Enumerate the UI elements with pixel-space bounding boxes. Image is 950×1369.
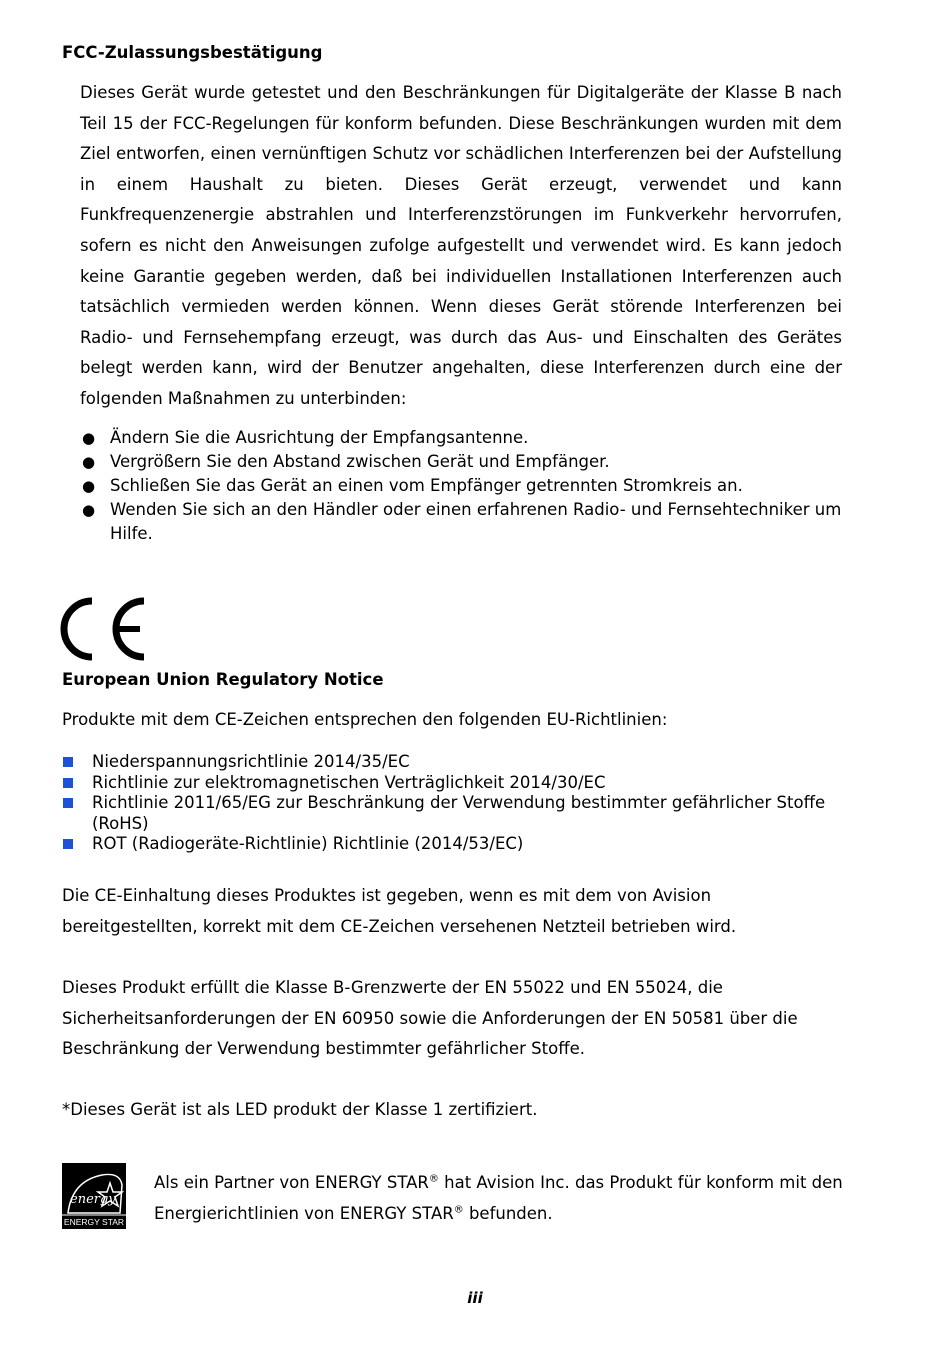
list-item: ● Schließen Sie das Gerät an einen vom Empfänger getrennten Stromkreis an. [80,474,870,498]
eu-intro: Produkte mit dem CE-Zeichen entsprechen den folgenden EU-Richtlinien: [62,710,668,729]
list-item: Niederspannungsrichtlinie 2014/35/EC [62,752,862,773]
bullet-icon: ● [82,429,96,447]
eu-compliance-text: Die CE-Einhaltung dieses Produktes ist gegeben, wenn es mit dem von Avision bereitgestellten, korrekt mit dem CE-Zeichen versehenen Netzteil betrieben wird. [62,886,737,936]
page-number: iii [467,1289,483,1307]
energy-script-text: energy [70,1192,116,1207]
list-item: Richtlinie zur elektromagnetischen Verträglichkeit 2014/30/EC [62,773,862,794]
energy-star-caption: ENERGY STAR [63,1217,125,1227]
list-item: ● Ändern Sie die Ausrichtung der Empfangsantenne. [80,426,870,450]
energy-star-logo [62,1163,126,1229]
fcc-measures-list [80,426,870,546]
list-item: ROT (Radiogeräte-Richtlinie) Richtlinie (2014/53/EC) [62,834,862,855]
bullet-icon: ● [82,501,96,519]
led-class-text: *Dieses Gerät ist als LED produkt der Klasse 1 zertifiziert. [62,1100,538,1119]
square-bullet-icon [63,798,73,808]
eu-standards-text: Dieses Produkt erfüllt die Klasse B-Grenzwerte der EN 55022 und EN 55024, die Sicherheitsanforderungen der EN 60950 sowie die Anforderungen der EN 50581 über die Beschränkung der Verwendung bestimmter gefährlicher Stoffe. [62,978,798,1059]
eu-directives-list [62,752,862,855]
eu-heading: European Union Regulatory Notice [62,670,384,689]
ce-mark-icon [60,597,148,661]
fcc-paragraph: Dieses Gerät wurde getestet und den Beschränkungen für Digitalgeräte der Klasse B nach Teil 15 der FCC-Regelungen für konform befunden. Diese Beschränkungen wurden mit dem Ziel entworfen, einen vernünftigen Schutz vor schädlichen Interferenzen bei der Aufstellung in einem Haushalt zu bieten. Dieses Gerät erzeugt, verwendet und kann Funkfrequenzenergie abstrahlen und Interferenzstörungen im Funkverkehr hervorrufen, sofern es nicht den Anweisungen zufolge aufgestellt und verwendet wird. Es kann jedoch keine Garantie gegeben werden, daß bei individuellen Installationen Interferenzen auch tatsächlich vermieden werden können. Wenn dieses Gerät störende Interferenzen bei Radio- und Fernsehempfang erzeugt, was durch das Aus- und Einschalten des Gerätes belegt werden kann, wird der Benutzer angehalten, diese Interferenzen durch eine der folgenden Maßnahmen zu unterbinden: [80,83,842,408]
fcc-heading: FCC-Zulassungsbestätigung [62,43,323,62]
list-item: ● Vergrößern Sie den Abstand zwischen Gerät und Empfänger. [80,450,870,474]
square-bullet-icon [63,757,73,767]
bullet-icon: ● [82,477,96,495]
square-bullet-icon [63,839,73,849]
list-item: ● Wenden Sie sich an den Händler oder einen erfahrenen Radio- und Fernsehtechniker um Hilfe. [82,500,842,543]
square-bullet-icon [63,778,73,788]
energy-star-text: Als ein Partner von ENERGY STAR® hat Avision Inc. das Produkt für konform mit den Energierichtlinien von ENERGY STAR® befunden. [154,1173,843,1223]
bullet-icon: ● [82,453,96,471]
list-item: Richtlinie 2011/65/EG zur Beschränkung der Verwendung bestimmter gefährlicher Stoffe (RoHS) [62,793,862,834]
